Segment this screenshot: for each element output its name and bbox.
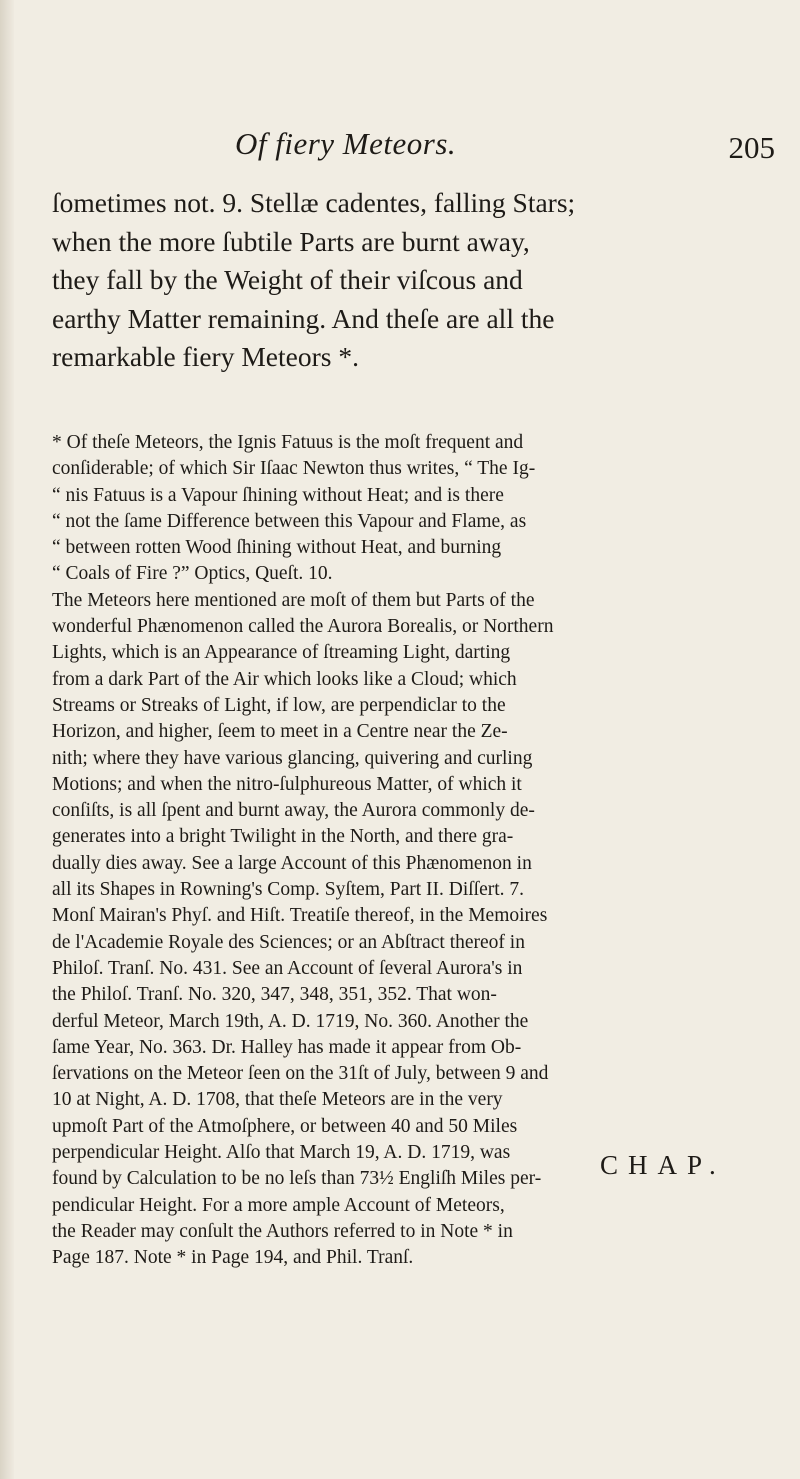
footnote-line: Lights, which is an Appearance of ſtreaming Light, darting [52,642,511,664]
footnote-line: the Reader may conſult the Authors referred to in Note * in [52,1220,513,1242]
footnote-line: generates into a bright Twilight in the North, and there gra- [52,826,514,848]
page-edge [0,0,14,1479]
footnote-line: all its Shapes in Rowning's Comp. Syſtem, Part II. Diſſert. 7. [52,879,525,901]
footnote-line: “ Coals of Fire ?” Optics, Queſt. 10. [52,563,333,585]
body-line: remarkable fiery Meteors *. [52,341,359,372]
footnote-line: Motions; and when the nitro-ſulphureous Matter, of which it [52,773,522,795]
footnote-line: ſame Year, No. 363. Dr. Halley has made it appear from Ob- [52,1036,522,1058]
footnote-line: pendicular Height. For a more ample Account of Meteors, [52,1194,505,1216]
footnote-line: “ between rotten Wood ſhining without Heat, and burning [52,537,502,559]
footnote-line: ſervations on the Meteor ſeen on the 31ſt of July, between 9 and [52,1063,549,1085]
footnote-line: conſiderable; of which Sir Iſaac Newton thus writes, “ The Ig- [52,458,536,480]
footnote-line: Philoſ. Tranſ. No. 431. See an Account of ſeveral Aurora's in [52,957,523,979]
footnote-line: conſiſts, is all ſpent and burnt away, the Aurora commonly de- [52,800,535,822]
footnote-line: upmoſt Part of the Atmoſphere, or between 40 and 50 Miles [52,1115,518,1137]
footnote-line: dually dies away. See a large Account of this Phænomenon in [52,852,532,874]
running-title: Of fiery Meteors. [235,126,457,161]
footnote-line: found by Calculation to be no leſs than 73½ Engliſh Miles per- [52,1168,542,1190]
footnote-line: de l'Academie Royale des Sciences; or an Abſtract thereof in [52,931,525,953]
footnote-line: * Of theſe Meteors, the Ignis Fatuus is the moſt frequent and [52,432,524,453]
footnote-line: Streams or Streaks of Light, if low, are perpendiclar to the [52,694,506,716]
footnote-line: perpendicular Height. Alſo that March 19, A. D. 1719, was [52,1142,511,1164]
footnote-block [52,430,770,1272]
body-line: ſometimes not. 9. Stellæ cadentes, falling Stars; [52,187,576,218]
body-line: earthy Matter remaining. And theſe are all the [52,302,555,334]
footnote-line: Page 187. Note * in Page 194, and Phil. Tranſ. [52,1247,414,1269]
body-line: when the more ſubtile Parts are burnt away, [52,225,530,257]
footnote-line: derful Meteor, March 19th, A. D. 1719, No. 360. Another the [52,1010,529,1032]
footnote-line: the Philoſ. Tranſ. No. 320, 347, 348, 351, 352. That won- [52,984,497,1006]
main-paragraph [52,184,770,377]
footnote-line: “ not the ſame Difference between this Vapour and Flame, as [52,510,527,532]
body-line: they fall by the Weight of their viſcous and [52,264,523,295]
footnote-line: from a dark Part of the Air which looks like a Cloud; which [52,668,517,690]
footnote-line: nith; where they have various glancing, quivering and curling [52,747,533,769]
footnote-line: “ nis Fatuus is a Vapour ſhining without Heat; and is there [52,484,504,506]
footnote-line: 10 at Night, A. D. 1708, that theſe Meteors are in the very [52,1089,503,1111]
footnote-line: Monſ Mairan's Phyſ. and Hiſt. Treatiſe thereof, in the Memoires [52,905,548,927]
footnote-line: Horizon, and higher, ſeem to meet in a Centre near the Ze- [52,721,508,743]
page-header [235,126,775,176]
page-number: 205 [728,130,775,165]
footnote-line: wonderful Phænomenon called the Aurora Borealis, or Northern [52,616,554,638]
footnote-line: The Meteors here mentioned are moſt of them but Parts of the [52,589,535,611]
catchword: CHAP. [600,1150,726,1180]
